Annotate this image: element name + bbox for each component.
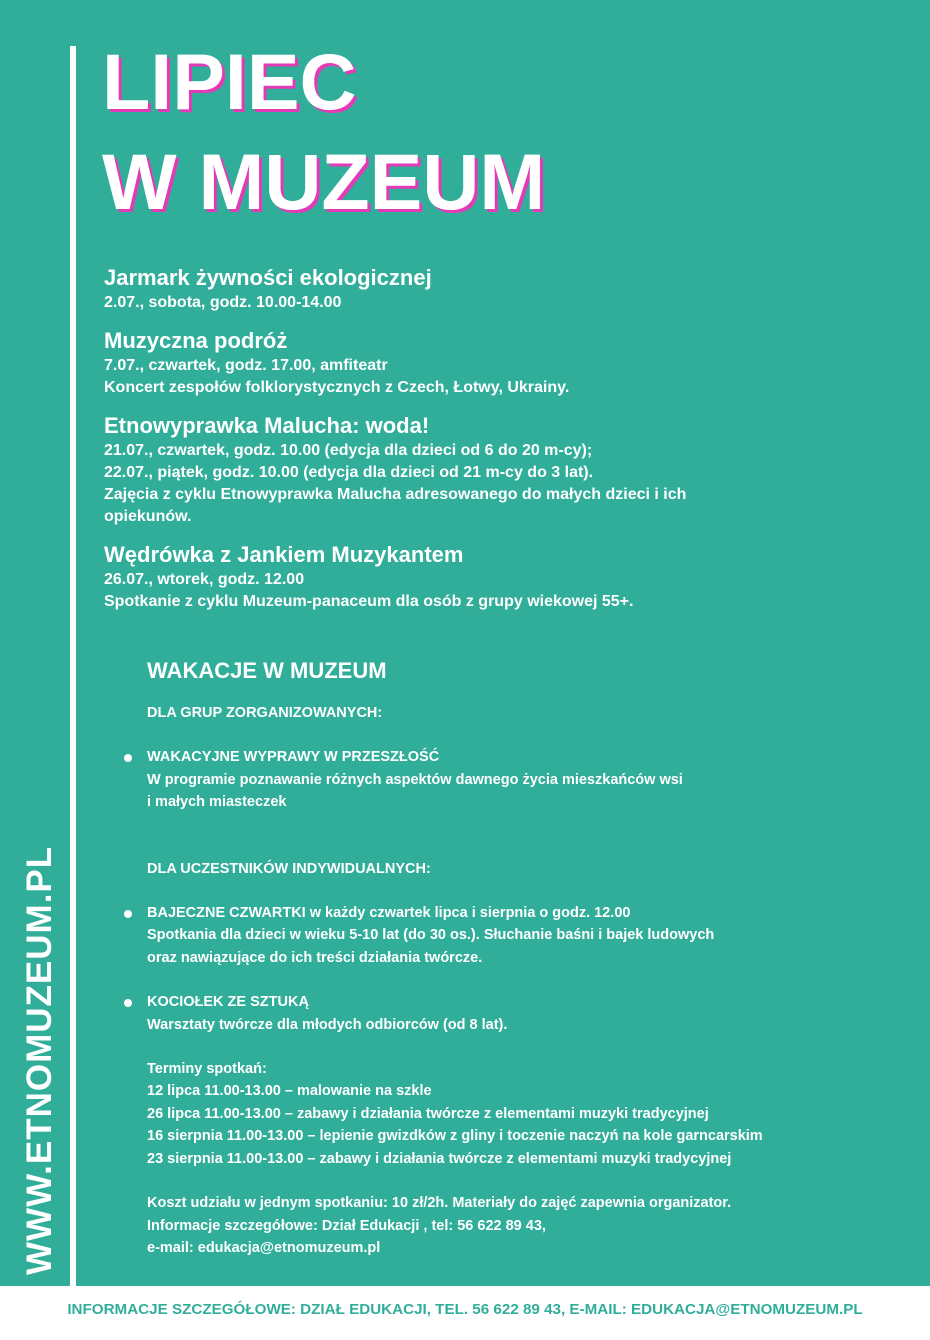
- contact-info: Informacje szczegółowe: Dział Edukacji , tel: 56 622 89 43,: [147, 1217, 546, 1234]
- program-title-text: BAJECZNE CZWARTKI w każdy czwartek lipca i sierpnia o godz. 12.00: [147, 905, 631, 922]
- event-title: Jarmark żywności ekologicznej: [104, 265, 432, 290]
- program-detail: Warsztaty twórcze dla młodych odbiorców (od 8 lat).: [147, 1016, 508, 1033]
- event-detail: Zajęcia z cyklu Etnowyprawka Malucha adresowanego do małych dzieci i ich: [104, 486, 687, 503]
- event-title: Muzyczna podróż: [104, 328, 288, 353]
- vacation-section: [147, 656, 907, 1259]
- event-detail: 22.07., piątek, godz. 10.00 (edycja dla dzieci od 21 m-cy do 3 lat).: [104, 464, 594, 481]
- event-title: Etnowyprawka Malucha: woda!: [104, 413, 430, 438]
- event-detail: Koncert zespołów folklorystycznych z Czech, Łotwy, Ukrainy.: [104, 379, 570, 396]
- event-item: [104, 264, 904, 314]
- program-title-text: KOCIOŁEK ZE SZTUKĄ: [147, 994, 309, 1011]
- vacation-title: WAKACJE W MUZEUM: [147, 658, 387, 683]
- groups-label: DLA GRUP ZORGANIZOWANYCH:: [147, 705, 383, 721]
- individuals-label: DLA UCZESTNIKÓW INDYWIDUALNYCH:: [147, 860, 431, 877]
- title-line-1: LIPIEC: [102, 37, 357, 126]
- program-title-text: WAKACYJNE WYPRAWY W PRZESZŁOŚĆ: [147, 749, 440, 766]
- event-detail: 26.07., wtorek, godz. 12.00: [104, 571, 305, 588]
- terms-label: Terminy spotkań:: [147, 1061, 267, 1078]
- event-detail: 2.07., sobota, godz. 10.00-14.00: [104, 294, 342, 311]
- event-item: [104, 412, 904, 528]
- term-item: 23 sierpnia 11.00-13.00 – zabawy i działania twórcze z elementami muzyki tradycyjnej: [147, 1150, 732, 1167]
- term-item: 16 sierpnia 11.00-13.00 – lepienie gwizdków z gliny i toczenie naczyń na kole garncarskim: [147, 1128, 763, 1145]
- program-detail: Spotkania dla dzieci w wieku 5-10 lat (do 30 os.). Słuchanie baśni i bajek ludowych: [147, 927, 715, 944]
- vertical-divider-line: [70, 46, 76, 1286]
- program-detail: i małych miasteczek: [147, 794, 287, 811]
- footer-contact-info: INFORMACJE SZCZEGÓŁOWE: DZIAŁ EDUKACJI, TEL. 56 622 89 43, E-MAIL: EDUKACJA@ETNOMUZEUM.PL: [67, 1301, 863, 1318]
- side-website-url: WWW.ETNOMUZEUM.PL: [20, 845, 59, 1275]
- bullet-icon: [124, 754, 132, 762]
- term-item: 26 lipca 11.00-13.00 – zabawy i działania twórcze z elementami muzyki tradycyjnej: [147, 1105, 709, 1122]
- program-detail: W programie poznawanie różnych aspektów dawnego życia mieszkańców wsi: [147, 771, 683, 788]
- event-detail: 7.07., czwartek, godz. 17.00, amfiteatr: [104, 357, 388, 374]
- cost-info: Koszt udziału w jednym spotkaniu: 10 zł/2h. Materiały do zajęć zapewnia organizator.: [147, 1195, 732, 1212]
- event-item: [104, 541, 904, 613]
- events-list: [104, 264, 904, 626]
- event-title: Wędrówka z Jankiem Muzykantem: [104, 542, 464, 567]
- event-detail: Spotkanie z cyklu Muzeum-panaceum dla osób z grupy wiekowej 55+.: [104, 593, 634, 610]
- program-title: [147, 902, 907, 924]
- bullet-icon: [124, 999, 132, 1007]
- event-item: [104, 327, 904, 399]
- event-detail: 21.07., czwartek, godz. 10.00 (edycja dla dzieci od 6 do 20 m-cy);: [104, 442, 593, 459]
- program-title: [147, 746, 907, 768]
- program-title: [147, 991, 907, 1013]
- title-line-2: W MUZEUM: [102, 137, 546, 226]
- contact-email: e-mail: edukacja@etnomuzeum.pl: [147, 1239, 381, 1256]
- term-item: 12 lipca 11.00-13.00 – malowanie na szkle: [147, 1083, 432, 1100]
- bullet-icon: [124, 910, 132, 918]
- event-detail: opiekunów.: [104, 508, 192, 525]
- program-detail: oraz nawiązujące do ich treści działania twórcze.: [147, 949, 483, 966]
